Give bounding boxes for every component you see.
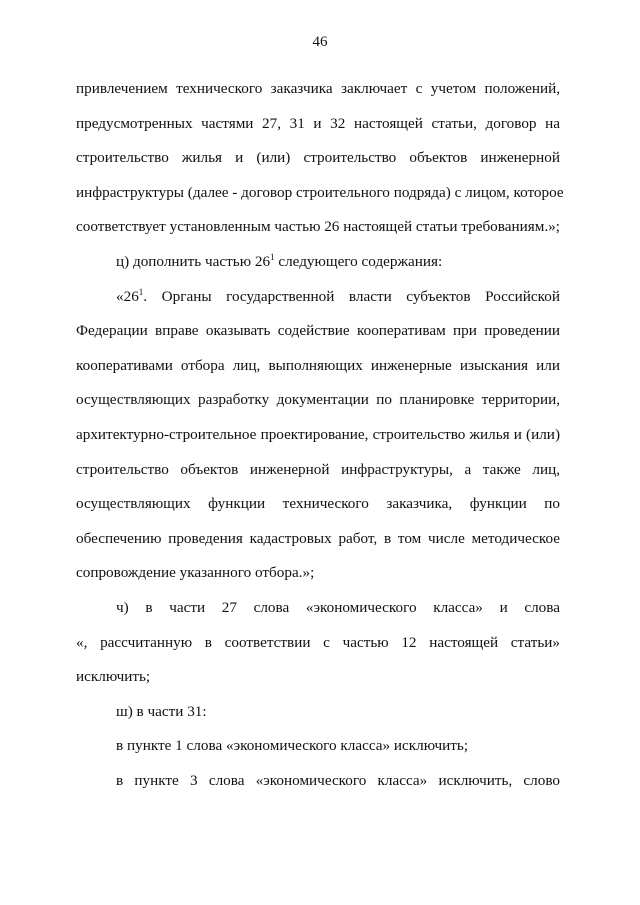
paragraph-continuation	[76, 72, 564, 245]
paragraph-point-1	[76, 729, 560, 764]
text-line: строительство объектов инженерной инфраструктуры, а также лиц,	[76, 460, 560, 478]
text-line: исключить;	[76, 668, 151, 686]
text-line: строительство жилья и (или) строительство объектов инженерной	[76, 149, 560, 167]
text-line: кооперативами отбора лиц, выполняющих инженерные изыскания или	[76, 356, 560, 374]
text-line: осуществляющих функции технического заказчика, функции по	[76, 495, 560, 513]
text-line: предусмотренных частями 27, 31 и 32 настоящей статьи, договор на	[76, 114, 560, 132]
paragraph-item-ch	[76, 591, 560, 695]
text-line	[76, 245, 560, 280]
text-line: в пункте 1 слова «экономического класса» исключить;	[116, 737, 469, 755]
text-fragment: следующего содержания:	[274, 252, 443, 270]
text-line: обеспечению проведения кадастровых работ, в том числе методическое	[76, 529, 560, 547]
paragraph-point-3	[76, 764, 560, 799]
text-line: в пункте 3 слова «экономического класса» исключить, слово	[116, 771, 560, 789]
text-line: архитектурно-строительное проектирование, строительство жилья и (или)	[76, 425, 560, 443]
paragraph-item-sh	[76, 695, 560, 730]
text-fragment: . Органы государственной власти субъектов Российской	[143, 287, 560, 305]
text-fragment: «26	[116, 287, 139, 305]
text-line: осуществляющих разработку документации по планировке территории,	[76, 391, 560, 409]
text-line: «, рассчитанную в соответствии с частью 12 настоящей статьи»	[76, 633, 560, 651]
text-line: ш) в части 31:	[116, 702, 207, 720]
text-line: инфраструктуры (далее - договор строительного подряда) с лицом, которое	[76, 183, 564, 201]
text-line: соответствует установленным частью 26 настоящей статьи требованиям.»;	[76, 218, 560, 236]
text-fragment: ц) дополнить частью 26	[116, 252, 271, 270]
text-line: ч) в части 27 слова «экономического класса» и слова	[116, 598, 560, 616]
document-body	[76, 72, 564, 798]
text-line: привлечением технического заказчика заключает с учетом положений,	[76, 80, 560, 97]
superscript: 1	[270, 251, 275, 262]
paragraph-part-26-1	[76, 280, 560, 591]
paragraph-item-ts	[76, 245, 560, 280]
text-line: сопровождение указанного отбора.»;	[76, 564, 315, 582]
text-line: Федерации вправе оказывать содействие кооперативам при проведении	[76, 322, 560, 340]
text-line	[76, 280, 560, 315]
superscript: 1	[138, 286, 144, 297]
page-number: 46	[312, 34, 328, 50]
